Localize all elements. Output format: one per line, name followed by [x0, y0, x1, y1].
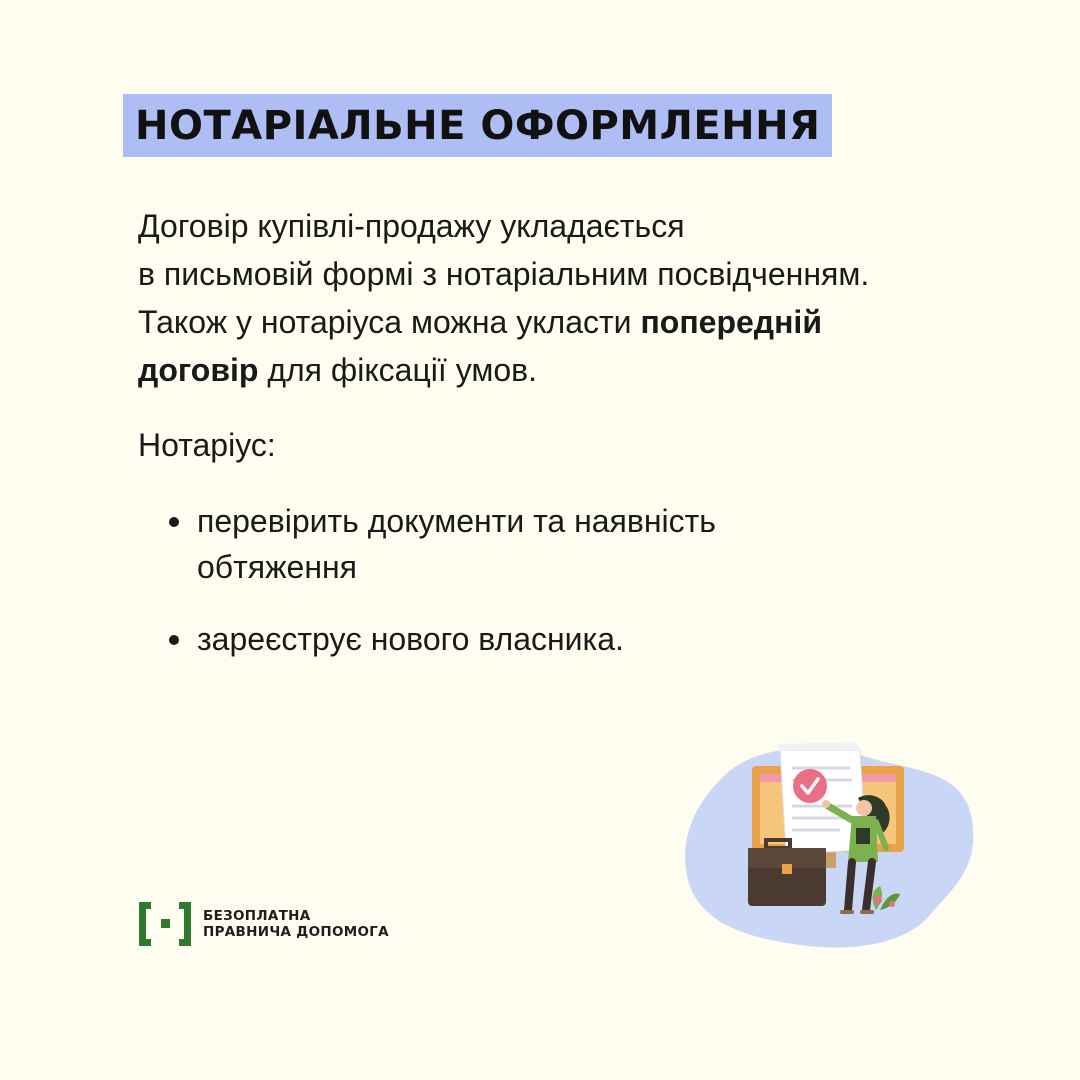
list-item-line-1: перевірить документи та наявність	[197, 503, 716, 539]
list-item	[165, 616, 925, 662]
intro-line-1: Договір купівлі-продажу укладається	[138, 208, 685, 244]
bullet-dot-icon	[169, 635, 179, 645]
list-item	[165, 498, 925, 590]
intro-bold-2: договір	[138, 352, 259, 388]
list-item-line-2: обтяження	[197, 549, 357, 585]
intro-paragraph	[138, 202, 1038, 394]
notary-document-illustration	[680, 740, 980, 955]
bracket-logo-icon	[137, 900, 193, 948]
bullet-dot-icon	[169, 517, 179, 527]
intro-bold-1: попередній	[640, 304, 822, 340]
logo-line-1: БЕЗОПЛАТНА	[203, 908, 311, 924]
intro-line-2: в письмовій формі з нотаріальним посвідченням.	[138, 256, 870, 292]
intro-line-4: для фіксації умов.	[258, 352, 538, 388]
title-highlight	[123, 94, 832, 157]
logo-line-2: ПРАВНИЧА ДОПОМОГА	[203, 924, 389, 940]
page-title: НОТАРІАЛЬНЕ ОФОРМЛЕННЯ	[135, 102, 821, 149]
brand-logo	[137, 900, 389, 948]
notary-label: Нотаріус:	[138, 427, 276, 463]
logo-text	[203, 908, 389, 940]
notary-duties-list	[165, 498, 925, 688]
intro-line-3: Також у нотаріуса можна укласти	[138, 304, 641, 340]
list-item-line-1: зареєструє нового власника.	[197, 621, 624, 657]
